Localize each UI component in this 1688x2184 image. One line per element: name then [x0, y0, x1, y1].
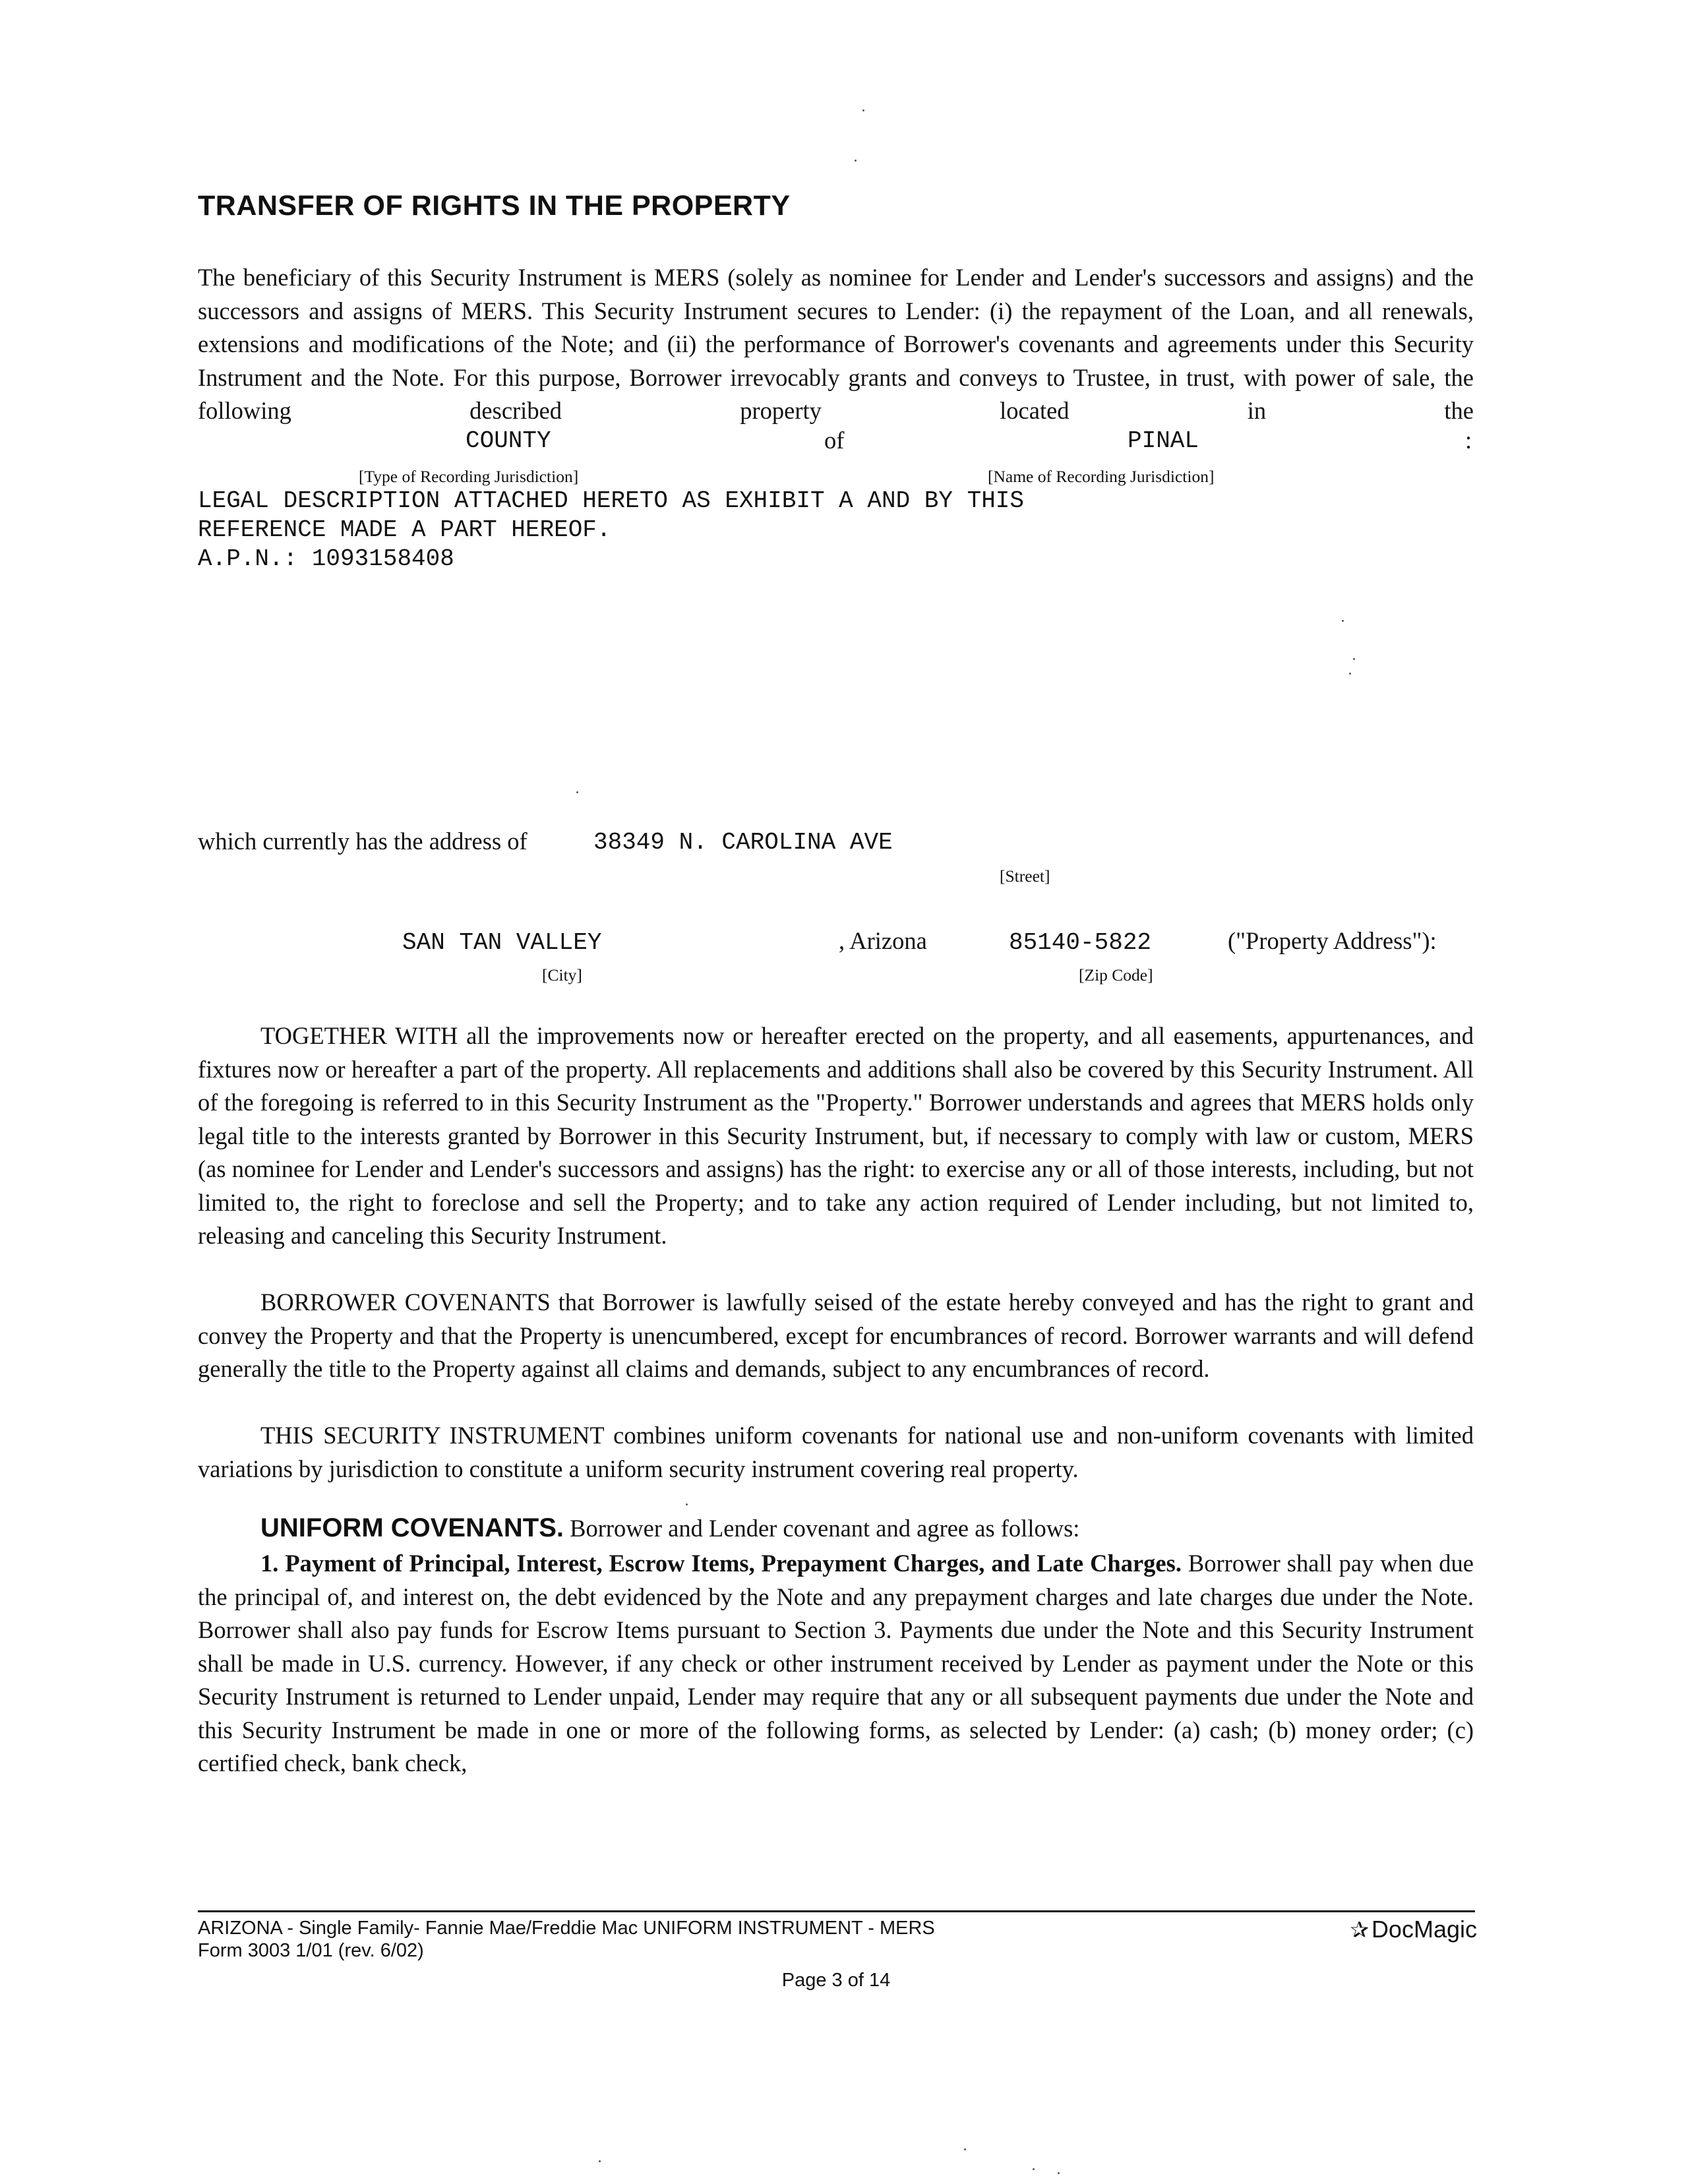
jurisdiction-name-value: PINAL	[1128, 427, 1199, 454]
city-value: SAN TAN VALLEY	[402, 929, 602, 956]
security-instrument-paragraph: THIS SECURITY INSTRUMENT combines uniform covenants for national use and non-uniform covenants with limited variations by jurisdiction to constitute a uniform security instrument covering real property.	[198, 1422, 1474, 1482]
scan-speck	[855, 160, 857, 162]
scan-speck	[964, 2148, 966, 2150]
covenant-1-number: 1.	[260, 1550, 279, 1577]
jurisdiction-colon: :	[1465, 427, 1472, 454]
footer-form-number: Form 3003 1/01 (rev. 6/02)	[198, 1940, 424, 1961]
apn-line: A.P.N.: 1093158408	[198, 545, 454, 572]
legal-description-line: REFERENCE MADE A PART HEREOF.	[198, 516, 611, 543]
scan-speck	[1349, 673, 1351, 675]
scan-speck	[862, 109, 864, 111]
section-title: TRANSFER OF RIGHTS IN THE PROPERTY	[198, 190, 791, 222]
jurisdiction-type-value: COUNTY	[466, 427, 551, 454]
legal-description	[198, 487, 1024, 574]
borrower-covenants-paragraph: BORROWER COVENANTS that Borrower is lawfully seised of the estate hereby conveyed and has the right to grant and convey the Property and that the Property is unencumbered, except for encumbrances of record. Borrower warrants and will defend generally the title to the Property against all claims and demands, subject to any encumbrances of record.	[198, 1289, 1474, 1382]
page-number: Page 3 of 14	[781, 1970, 891, 1991]
jurisdiction-type-caption: [Type of Recording Jurisdiction]	[359, 467, 579, 486]
uniform-covenants-heading: UNIFORM COVENANTS.	[260, 1513, 564, 1542]
scan-speck	[576, 791, 578, 793]
footer-form-title: ARIZONA - Single Family- Fannie Mae/Freddie Mac UNIFORM INSTRUMENT - MERS	[198, 1918, 935, 1939]
scan-speck	[1058, 2172, 1060, 2174]
transfer-paragraph: The beneficiary of this Security Instrument is MERS (solely as nominee for Lender and Lender's successors and assigns) and the successors and assigns of MERS. This Security Instrument secures to Lender: (i) the repayment of the Loan, and all renewals, extensions and modifications of the Note; and (ii) the performance of Borrower's covenants and agreements under this Security Instrument and the Note. For this purpose, Borrower irrevocably grants and conveys to Trustee, in trust, with power of sale, the following described property located in the	[198, 264, 1474, 424]
star-icon: ✰	[1350, 1918, 1369, 1943]
address-intro: which currently has the address of	[198, 828, 528, 855]
covenant-1-heading: Payment of Principal, Interest, Escrow Items, Prepayment Charges, and Late Charges.	[285, 1550, 1182, 1577]
scan-speck	[686, 1503, 688, 1505]
zip-value: 85140-5822	[1009, 929, 1152, 956]
zip-caption: [Zip Code]	[1079, 965, 1153, 985]
together-with-paragraph: TOGETHER WITH all the improvements now or hereafter erected on the property, and all easements, appurtenances, and fixtures now or hereafter a part of the property. All replacements and additions shall also be covered by this Security Instrument. All of the foregoing is referred to in this Security Instrument as the "Property." Borrower understands and agrees that MERS holds only legal title to the interests granted by Borrower in this Security Instrument, but, if necessary to comply with law or custom, MERS (as nominee for Lender and Lender's successors and assigns) has the right: to exercise any or all of those interests, including, but not limited to, the right to foreclose and sell the Property; and to take any action required of Lender including, but not limited to, releasing and canceling this Security Instrument.	[198, 1022, 1474, 1249]
covenant-1-paragraph	[198, 1547, 1474, 1780]
covenant-1-text: Borrower shall pay when due the principal of, and interest on, the debt evidenced by the Note and any prepayment charges and late charges due under the Note. Borrower shall also pay funds for Escrow Items pursuant to Section 3. Payments due under the Note and this Security Instrument shall be made in U.S. currency. However, if any check or other instrument received by Lender as payment under the Note or this Security Instrument is returned to Lender unpaid, Lender may require that any or all subsequent payments due under the Note and this Security Instrument be made in one or more of the following forms, as selected by Lender: (a) cash; (b) money order; (c) certified check, bank check,	[198, 1550, 1474, 1776]
scan-speck	[1342, 620, 1344, 622]
property-address-label: ("Property Address"):	[1228, 927, 1437, 954]
scan-speck	[1033, 2168, 1035, 2170]
footer-divider	[198, 1910, 1475, 1912]
city-caption: [City]	[542, 965, 582, 985]
uniform-covenants-intro: Borrower and Lender covenant and agree as follows:	[570, 1515, 1080, 1542]
state-text: , Arizona	[839, 927, 927, 954]
scan-speck	[599, 2160, 601, 2162]
jurisdiction-name-caption: [Name of Recording Jurisdiction]	[988, 467, 1215, 486]
jurisdiction-of-label: of	[824, 427, 845, 454]
docmagic-logo	[1345, 1916, 1477, 1943]
scan-speck	[1353, 658, 1355, 660]
uniform-covenants-line	[260, 1513, 1079, 1543]
street-caption: [Street]	[1000, 866, 1050, 886]
street-value: 38349 N. CAROLINA AVE	[593, 829, 893, 856]
brand-name: DocMagic	[1371, 1916, 1477, 1943]
legal-description-line: LEGAL DESCRIPTION ATTACHED HERETO AS EXHIBIT A AND BY THIS	[198, 487, 1025, 514]
